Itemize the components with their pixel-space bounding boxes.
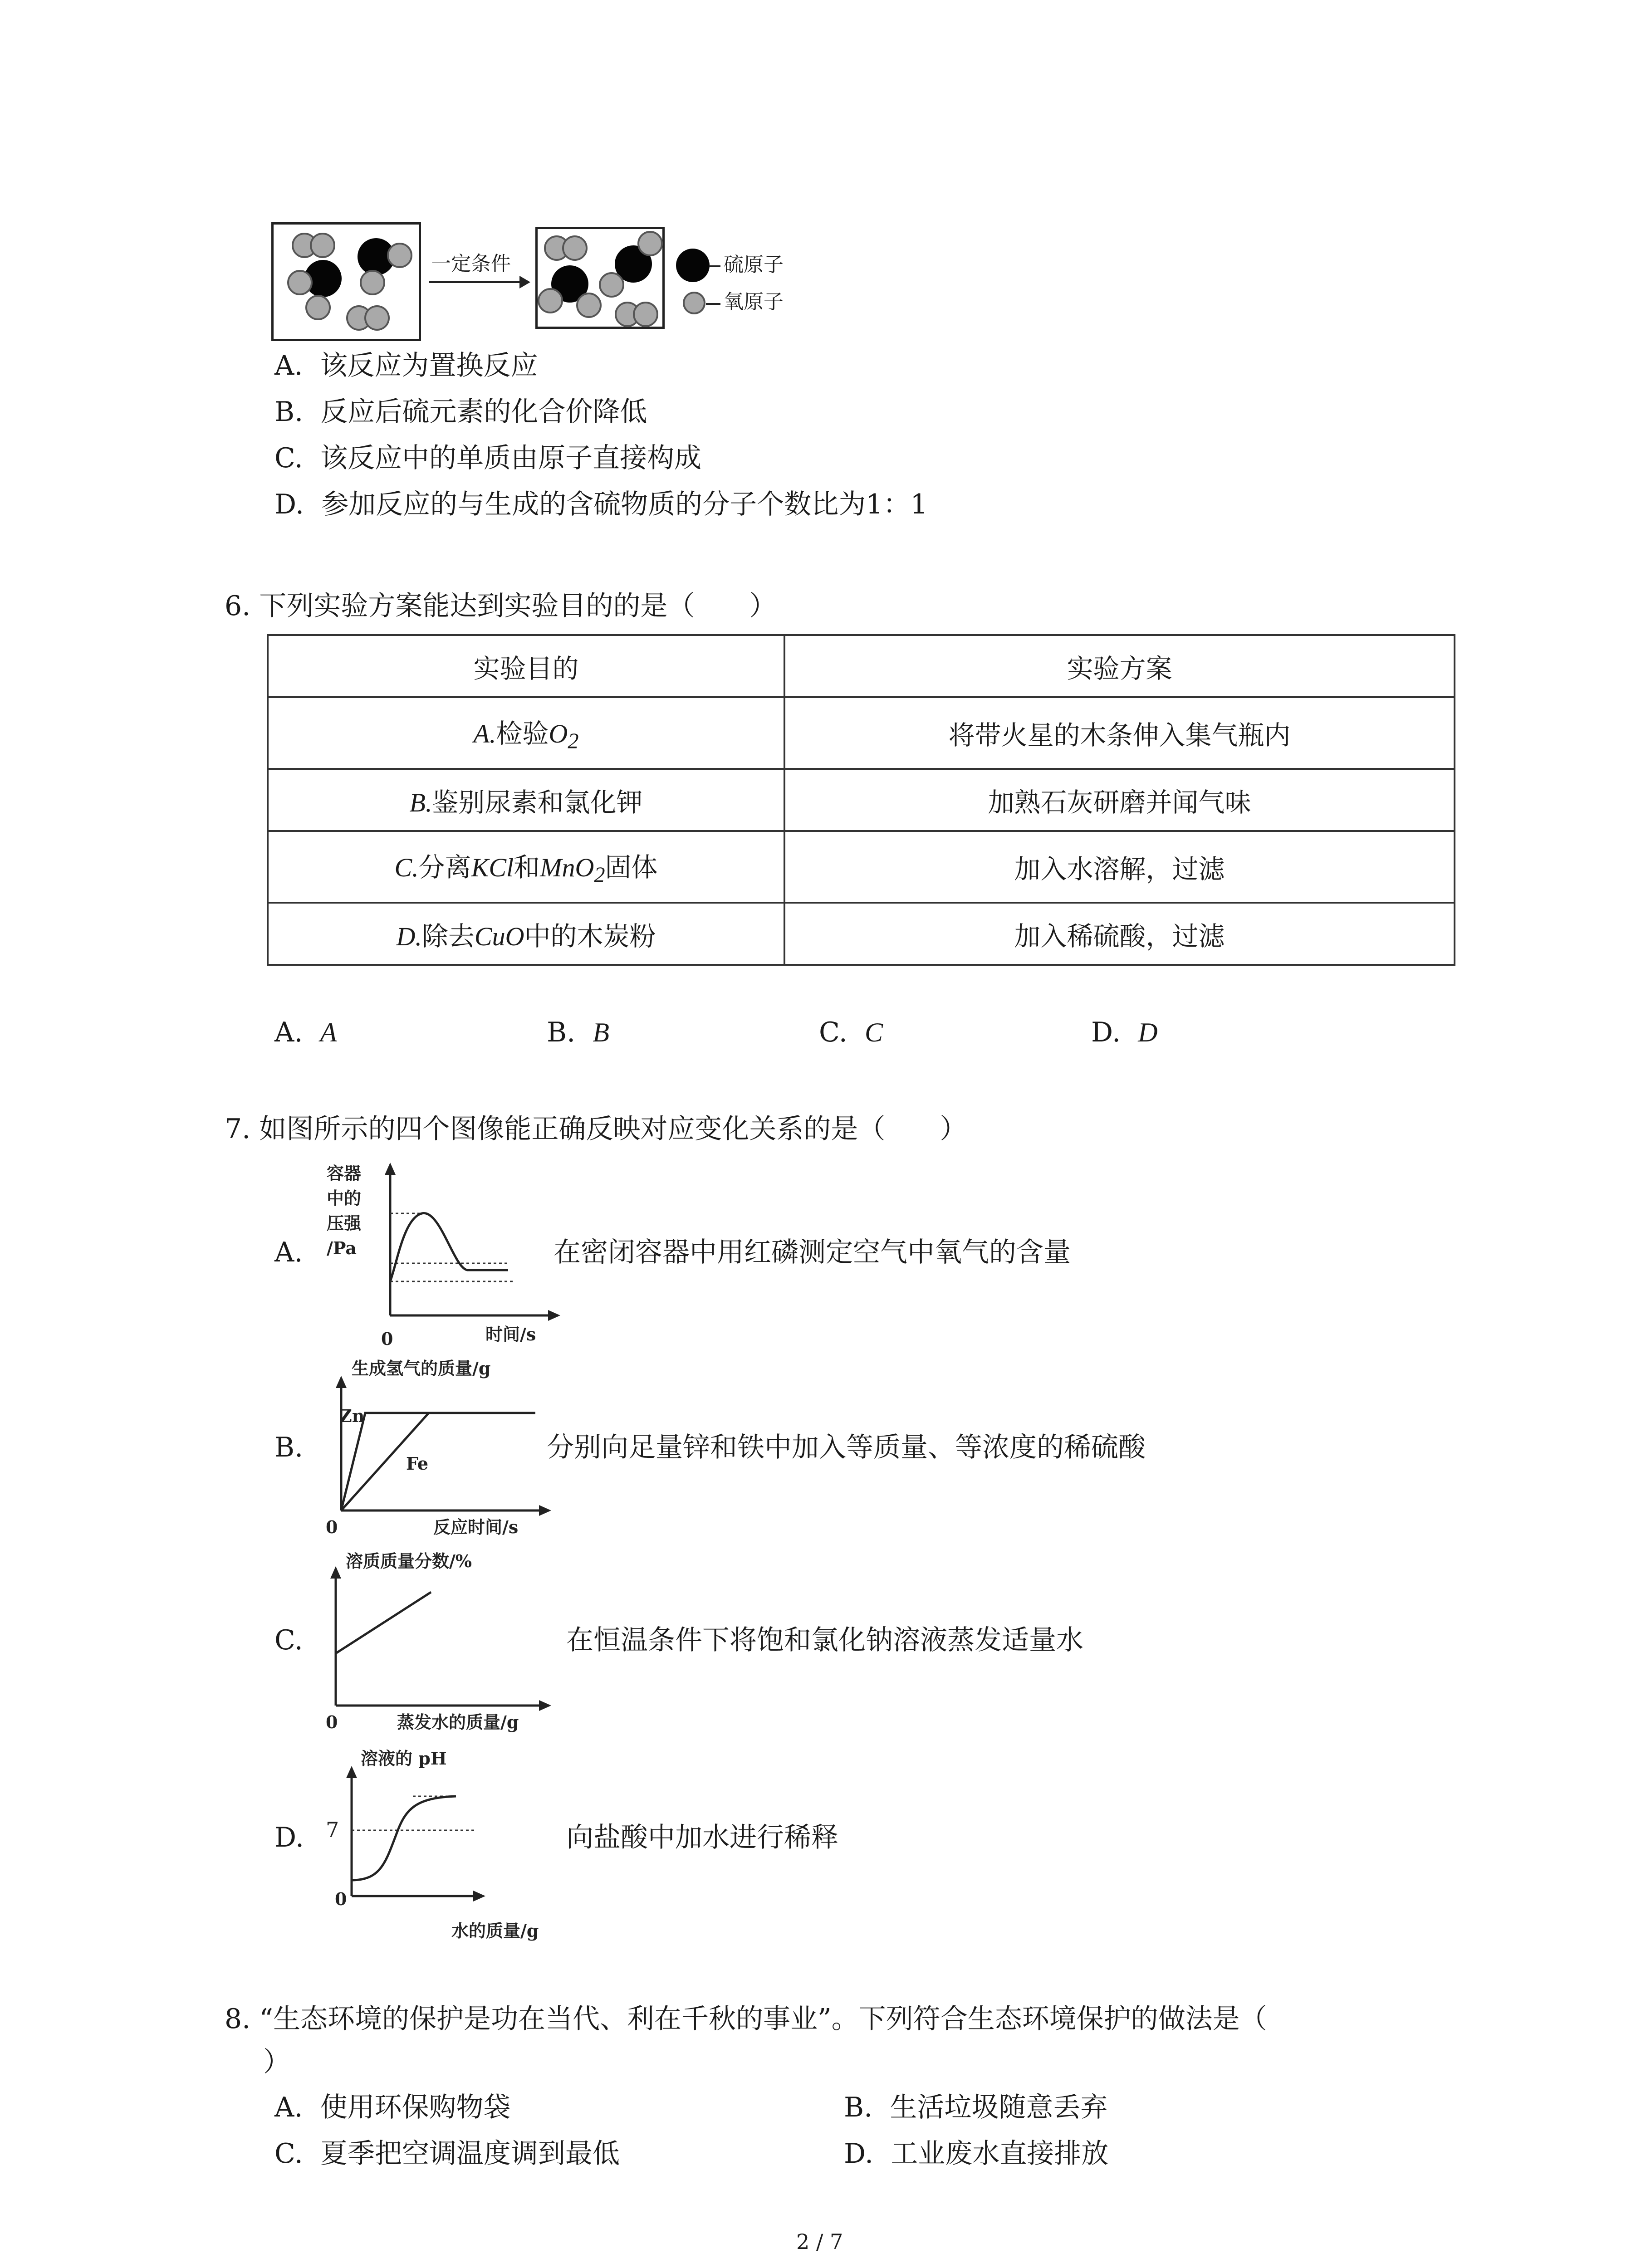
ylabel-line: 压强 bbox=[327, 1213, 362, 1233]
xlabel: 水的质量/g bbox=[451, 1921, 539, 1941]
series-label-zn: Zn bbox=[339, 1406, 365, 1426]
q5-option-a[interactable] bbox=[274, 349, 538, 382]
xlabel: 反应时间/s bbox=[433, 1517, 519, 1537]
mass-fraction-line bbox=[336, 1592, 431, 1653]
xlabel: 时间/s bbox=[485, 1324, 536, 1344]
q8-option-a[interactable]: A. 使用环保购物袋 bbox=[274, 2092, 511, 2123]
question-text: 下列实验方案能达到实验目的的是（ ） bbox=[259, 590, 777, 622]
x-axis-arrow bbox=[539, 1505, 551, 1516]
oxygen-atom bbox=[637, 231, 663, 256]
q7-graph-b bbox=[318, 1354, 572, 1549]
plan-cell: 加入稀硫酸，过滤 bbox=[784, 903, 1455, 965]
ylabel-line: 中的 bbox=[327, 1188, 362, 1208]
oxygen-atom bbox=[360, 270, 385, 295]
option-letter: A. bbox=[274, 350, 303, 381]
legend-sulfur-icon bbox=[676, 249, 710, 282]
q8-option-b[interactable]: B. 生活垃圾随意丢弃 bbox=[844, 2092, 1108, 2123]
x-axis-arrow bbox=[548, 1310, 560, 1321]
ylabel: 生成氢气的质量/g bbox=[352, 1358, 491, 1378]
option-text: 该反应中的单质由原子直接构成 bbox=[320, 442, 701, 474]
q6-stem bbox=[225, 590, 776, 622]
ylabel-line: /Pa bbox=[327, 1238, 357, 1258]
option-text: 参加反应的与生成的含硫物质的分子个数比为1：1 bbox=[321, 489, 928, 520]
table-header-row bbox=[268, 635, 1455, 697]
option-letter: B. bbox=[274, 396, 304, 428]
xlabel: 蒸发水的质量/g bbox=[397, 1712, 519, 1732]
product-box bbox=[535, 227, 665, 329]
zn-line bbox=[341, 1413, 535, 1510]
q5-option-c[interactable] bbox=[274, 442, 701, 474]
q5-option-b[interactable] bbox=[274, 396, 647, 428]
plan-cell: 将带火星的木条伸入集气瓶内 bbox=[784, 697, 1455, 769]
q7-option-b-text: 分别向足量锌和铁中加入等质量、等浓度的稀硫酸 bbox=[547, 1432, 1146, 1463]
ylabel: 溶质质量分数/% bbox=[346, 1551, 472, 1571]
header-plan: 实验方案 bbox=[784, 635, 1455, 697]
q5-option-d[interactable] bbox=[274, 488, 928, 521]
ylabel: 溶液的 pH bbox=[361, 1748, 447, 1769]
y-axis-arrow bbox=[330, 1566, 341, 1579]
pressure-curve bbox=[390, 1213, 508, 1281]
plan-cell: 加熟石灰研磨并闻气味 bbox=[784, 769, 1455, 831]
legend-oxygen-label: 氧原子 bbox=[724, 290, 784, 313]
question-number: 6. bbox=[225, 590, 251, 622]
reaction-arrow bbox=[429, 281, 522, 283]
table-row bbox=[268, 769, 1455, 831]
x-axis-arrow bbox=[539, 1700, 551, 1711]
oxygen-atom bbox=[599, 272, 624, 298]
y-axis-arrow bbox=[336, 1376, 347, 1388]
q7-option-c-letter[interactable]: C. bbox=[274, 1624, 303, 1656]
oxygen-atom bbox=[633, 302, 658, 327]
reaction-arrowhead bbox=[519, 276, 530, 288]
option-letter: C. bbox=[274, 442, 303, 474]
x-axis-arrow bbox=[473, 1891, 485, 1901]
q6-option-a[interactable]: A. A bbox=[274, 1017, 337, 1048]
goal-cell: D.除去CuO中的木炭粉 bbox=[268, 903, 784, 965]
q6-option-d[interactable]: D. D bbox=[1091, 1017, 1158, 1048]
q7-graph-d bbox=[318, 1744, 572, 1944]
origin-label: 0 bbox=[381, 1329, 393, 1349]
y-axis-arrow bbox=[346, 1766, 357, 1778]
question-number: 7. bbox=[225, 1113, 251, 1145]
q6-table bbox=[267, 634, 1455, 966]
question-text: 如图所示的四个图像能正确反映对应变化关系的是（ ） bbox=[259, 1113, 967, 1145]
series-label-fe: Fe bbox=[406, 1453, 429, 1474]
table-row bbox=[268, 903, 1455, 965]
option-text: 该反应为置换反应 bbox=[320, 350, 538, 381]
table-row bbox=[268, 831, 1455, 903]
legend-oxygen-icon bbox=[683, 292, 705, 314]
oxygen-atom bbox=[562, 235, 588, 261]
legend-line bbox=[706, 303, 720, 305]
question-number: 8. bbox=[225, 2003, 251, 2035]
q8-stem-continuation: ） bbox=[263, 2046, 290, 2078]
q7-option-c-text: 在恒温条件下将饱和氯化钠溶液蒸发适量水 bbox=[566, 1624, 1083, 1656]
legend-line bbox=[709, 265, 720, 267]
oxygen-atom bbox=[305, 295, 331, 320]
oxygen-atom bbox=[576, 293, 602, 318]
goal-cell: C.分离KCl和MnO$_2$固体 bbox=[268, 831, 784, 903]
origin-label: 0 bbox=[335, 1889, 347, 1909]
header-goal: 实验目的 bbox=[268, 635, 784, 697]
q8-stem bbox=[225, 2003, 1267, 2035]
legend-sulfur-label: 硫原子 bbox=[724, 253, 784, 276]
origin-label: 0 bbox=[326, 1517, 338, 1537]
q7-stem bbox=[225, 1113, 967, 1145]
q6-option-b[interactable]: B. B bbox=[547, 1017, 609, 1048]
ph-curve bbox=[352, 1796, 456, 1880]
q7-option-a-text: 在密闭容器中用红磷测定空气中氧气的含量 bbox=[554, 1237, 1071, 1268]
reaction-condition-label: 一定条件 bbox=[431, 252, 511, 275]
oxygen-atom bbox=[287, 270, 313, 295]
question-text: “生态环境的保护是功在当代、利在千秋的事业”。下列符合生态环境保护的做法是（ bbox=[259, 2003, 1267, 2035]
goal-cell: A.检验$O_2$ bbox=[268, 697, 784, 769]
page-number: 2 / 7 bbox=[796, 2229, 843, 2254]
q7-graph-a bbox=[318, 1159, 572, 1354]
tick-7-label: 7 bbox=[326, 1818, 339, 1842]
y-axis-arrow bbox=[385, 1163, 396, 1175]
q6-option-c[interactable]: C. C bbox=[819, 1017, 883, 1048]
q8-option-d[interactable]: D. 工业废水直接排放 bbox=[844, 2138, 1109, 2170]
oxygen-atom bbox=[310, 233, 335, 258]
oxygen-atom bbox=[364, 305, 390, 331]
origin-label: 0 bbox=[326, 1712, 338, 1732]
oxygen-atom bbox=[538, 288, 563, 313]
q7-option-b-letter[interactable]: B. bbox=[274, 1432, 304, 1463]
q7-option-d-letter[interactable]: D. bbox=[274, 1822, 304, 1853]
reactant-box bbox=[271, 222, 421, 341]
q8-option-c[interactable]: C. 夏季把空调温度调到最低 bbox=[274, 2138, 620, 2170]
goal-cell: B.鉴别尿素和氯化钾 bbox=[268, 769, 784, 831]
plan-cell: 加入水溶解，过滤 bbox=[784, 831, 1455, 903]
option-text: 反应后硫元素的化合价降低 bbox=[320, 396, 647, 428]
table-row bbox=[268, 697, 1455, 769]
option-letter: D. bbox=[274, 489, 304, 520]
q7-option-d-text: 向盐酸中加水进行稀释 bbox=[566, 1822, 838, 1853]
q7-graph-c bbox=[318, 1549, 572, 1744]
ylabel-line: 容器 bbox=[327, 1163, 362, 1183]
q7-option-a-letter[interactable]: A. bbox=[274, 1237, 303, 1268]
oxygen-atom bbox=[387, 243, 412, 268]
